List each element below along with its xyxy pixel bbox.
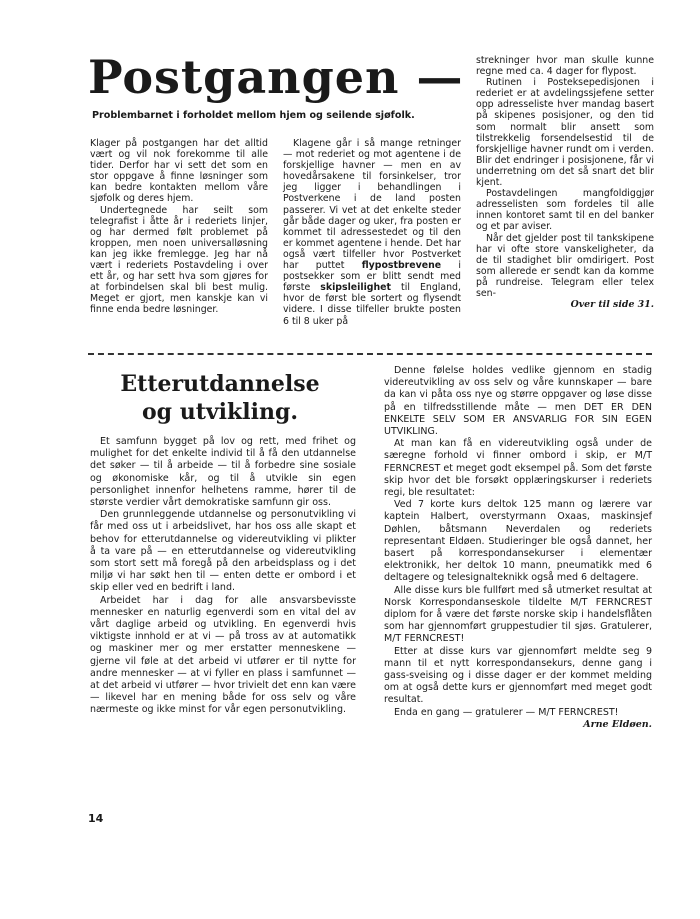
continued-note: Over til side 31. xyxy=(570,299,654,311)
article-column-2 xyxy=(283,138,461,327)
paragraph: Enda en gang — gratulerer — M/T FERNCREST! xyxy=(394,706,619,718)
paragraph: strekninger hvor man skulle kunne regne med ca. 4 dager for flypost. xyxy=(476,55,654,78)
page-number: 14 xyxy=(88,812,104,825)
paragraph: Etter at disse kurs var gjennomført meldte seg 9 mann til et nytt korrespondansekurs, denne gang i gass-sveising og i disse dager er der kommet melding om at også dette kurs er gjennomført med meget godt resultat. xyxy=(384,645,652,706)
paragraph: Når det gjelder post til tankskipene har vi ofte store vanskeligheter, da de til stadighet blir omdirigert. Post som allerede er sendt kan da komme på rundreise. Telegram eller telex sen- xyxy=(476,232,654,299)
article-column-3 xyxy=(476,55,654,310)
paragraph: Ved 7 korte kurs deltok 125 mann og lærere var kaptein Halbert, overstyrmann Oxaas, maskinsjef Døhlen, båtsmann Neverdalen og rederiets representant Eldøen. Studieringer ble også dannet, her basert på korrespondansekurser i elementær elektronikk, her deltok 10 mann, pneumatikk med 6 deltagere og telesignalteknikk også med 6 deltagere. xyxy=(384,499,652,584)
article-title: Postgangen — xyxy=(88,50,464,104)
paragraph: Rutinen i Posteksepedisjonen i rederiet er at avdelingssjefene setter opp adresseliste hver mandag basert på skipenes posisjoner, og den tid som normalt blir ansett som tilstrekkelig forsendelsestid til de forskjellige havner rundt om i verden. Blir det endringer i posisjonene, får vi underretning om det så snart det blir kjent. xyxy=(476,77,654,189)
text-run: til England, hvor de først ble sortert og flysendt videre. I disse tilfeller brukte posten 6 til 8 uker på xyxy=(283,282,461,327)
article-column-1 xyxy=(90,138,268,316)
paragraph: Alle disse kurs ble fullført med så utmerket resultat at Norsk Korrespondanseskole tildelte M/T FERNCREST diplom for å være det første norske skip i handelsflåten som har gjennomført gruppestudier til sjøs. Gratulerer, M/T FERNCREST! xyxy=(384,584,652,645)
paragraph: Undertegnede har seilt som telegrafist i åtte år i rederiets linjer, og har dermed følt problemet på kroppen, men noen universalløsning kan jeg ikke fremlegge. Jeg har nå vært i rederiets Postavdeling i over ett år, og har sett hva som gjøres for at forbindelsen skal bli best mulig. Meget er gjort, men kanskje kan vi finne enda bedre løsninger. xyxy=(90,204,268,316)
bold-term: skipsleilighet xyxy=(320,282,392,294)
paragraph: Postavdelingen mangfoldiggjør adresselisten som fordeles til alle innen kontoret samt til en del banker og et par aviser. xyxy=(476,188,654,233)
paragraph: Et samfunn bygget på lov og rett, med frihet og mulighet for det enkelte individ til å få den utdannelse det søker — til å arbeide — til å forbedre sine sosiale og økonomiske kår, og til å utvikle sin egen personlighet innenfor helhetens ramme, hører til de største verdier vårt demokratiske samfunn gir oss. xyxy=(90,436,356,509)
paragraph: Denne følelse holdes vedlike gjennom en stadig videreutvikling av oss selv og våre kunnskaper — bare da kan vi påta oss nye og større oppgaver og løse disse på en tilfredsstillende måte — men DET ER DEN ENKELTE SELV SOM ER ANSVARLIG FOR SIN EGEN UTVIKLING. xyxy=(384,365,652,438)
paragraph: Den grunnleggende utdannelse og personutvikling vi får med oss ut i arbeidslivet, har hos oss alle skapt et behov for etterutdannelse og videreutvikling vi plikter å ta vare på — en etterutdannelse og videreutvikling som stort sett må foregå på den arbeidsplass og i det miljø vi har søkt hen til — enten dette er ombord i et skip eller ved en bedrift i land. xyxy=(90,509,356,594)
paragraph: Arbeidet har i dag for alle ansvarsbevisste mennesker en naturlig egenverdi som en vital del av vårt daglige arbeid og utvikling. En egenverdi hvis viktigste innhold er at vi — på tross av at automatikk og maskiner mer og mer erstatter menneskene — gjerne vil føle at det arbeid vi utfører er til nytte for andre mennesker — at vi fyller en plass i samfunnet — at det arbeid vi utfører — hvor trivielt det enn kan være — likevel har en mening både for oss selv og våre nærmeste og ikke minst for vår egen personutvikling. xyxy=(90,594,357,716)
paragraph: Klager på postgangen har det alltid vært og vil nok forekomme til alle tider. Derfor har vi sett det som en stor oppgave å finne løsninger som kan bedre kontakten mellom våre sjøfolk og deres hjem. xyxy=(90,138,268,205)
text-run: i postsekker som er blitt sendt med første xyxy=(283,260,461,294)
article-right-column xyxy=(384,365,652,731)
paragraph: At man kan få en videreutvikling også under de særegne forhold vi finner ombord i skip, er M/T FERNCREST et meget godt eksempel på. Som det første skip hvor det ble forsøkt opplæringskurser i rederiets regi, ble resultatet: xyxy=(384,438,652,499)
article-left-column xyxy=(90,436,356,717)
text-run: Klagene går i så mange retninger — mot rederiet og mot agentene i de forskjellige havner — men en av hovedårsakene til forsinkelser, tror jeg ligger i behandlingen i Postverkene i de land posten passerer. Vi vet at det enkelte steder går både dager og uker, fra posten er kommet til adressestedet og til den er kommet agentene i hende. Det har også vært tilfeller hvor Postverket har puttet xyxy=(283,138,461,272)
author-signature: Arne Eldøen. xyxy=(583,718,652,730)
bold-term: flypostbrevene xyxy=(361,260,442,272)
section-divider xyxy=(88,353,652,355)
paragraph xyxy=(283,138,461,327)
article-subtitle: Problembarnet i forholdet mellom hjem og seilende sjøfolk. xyxy=(92,110,415,121)
article-title: Etterutdannelse og utvikling. xyxy=(120,371,320,425)
